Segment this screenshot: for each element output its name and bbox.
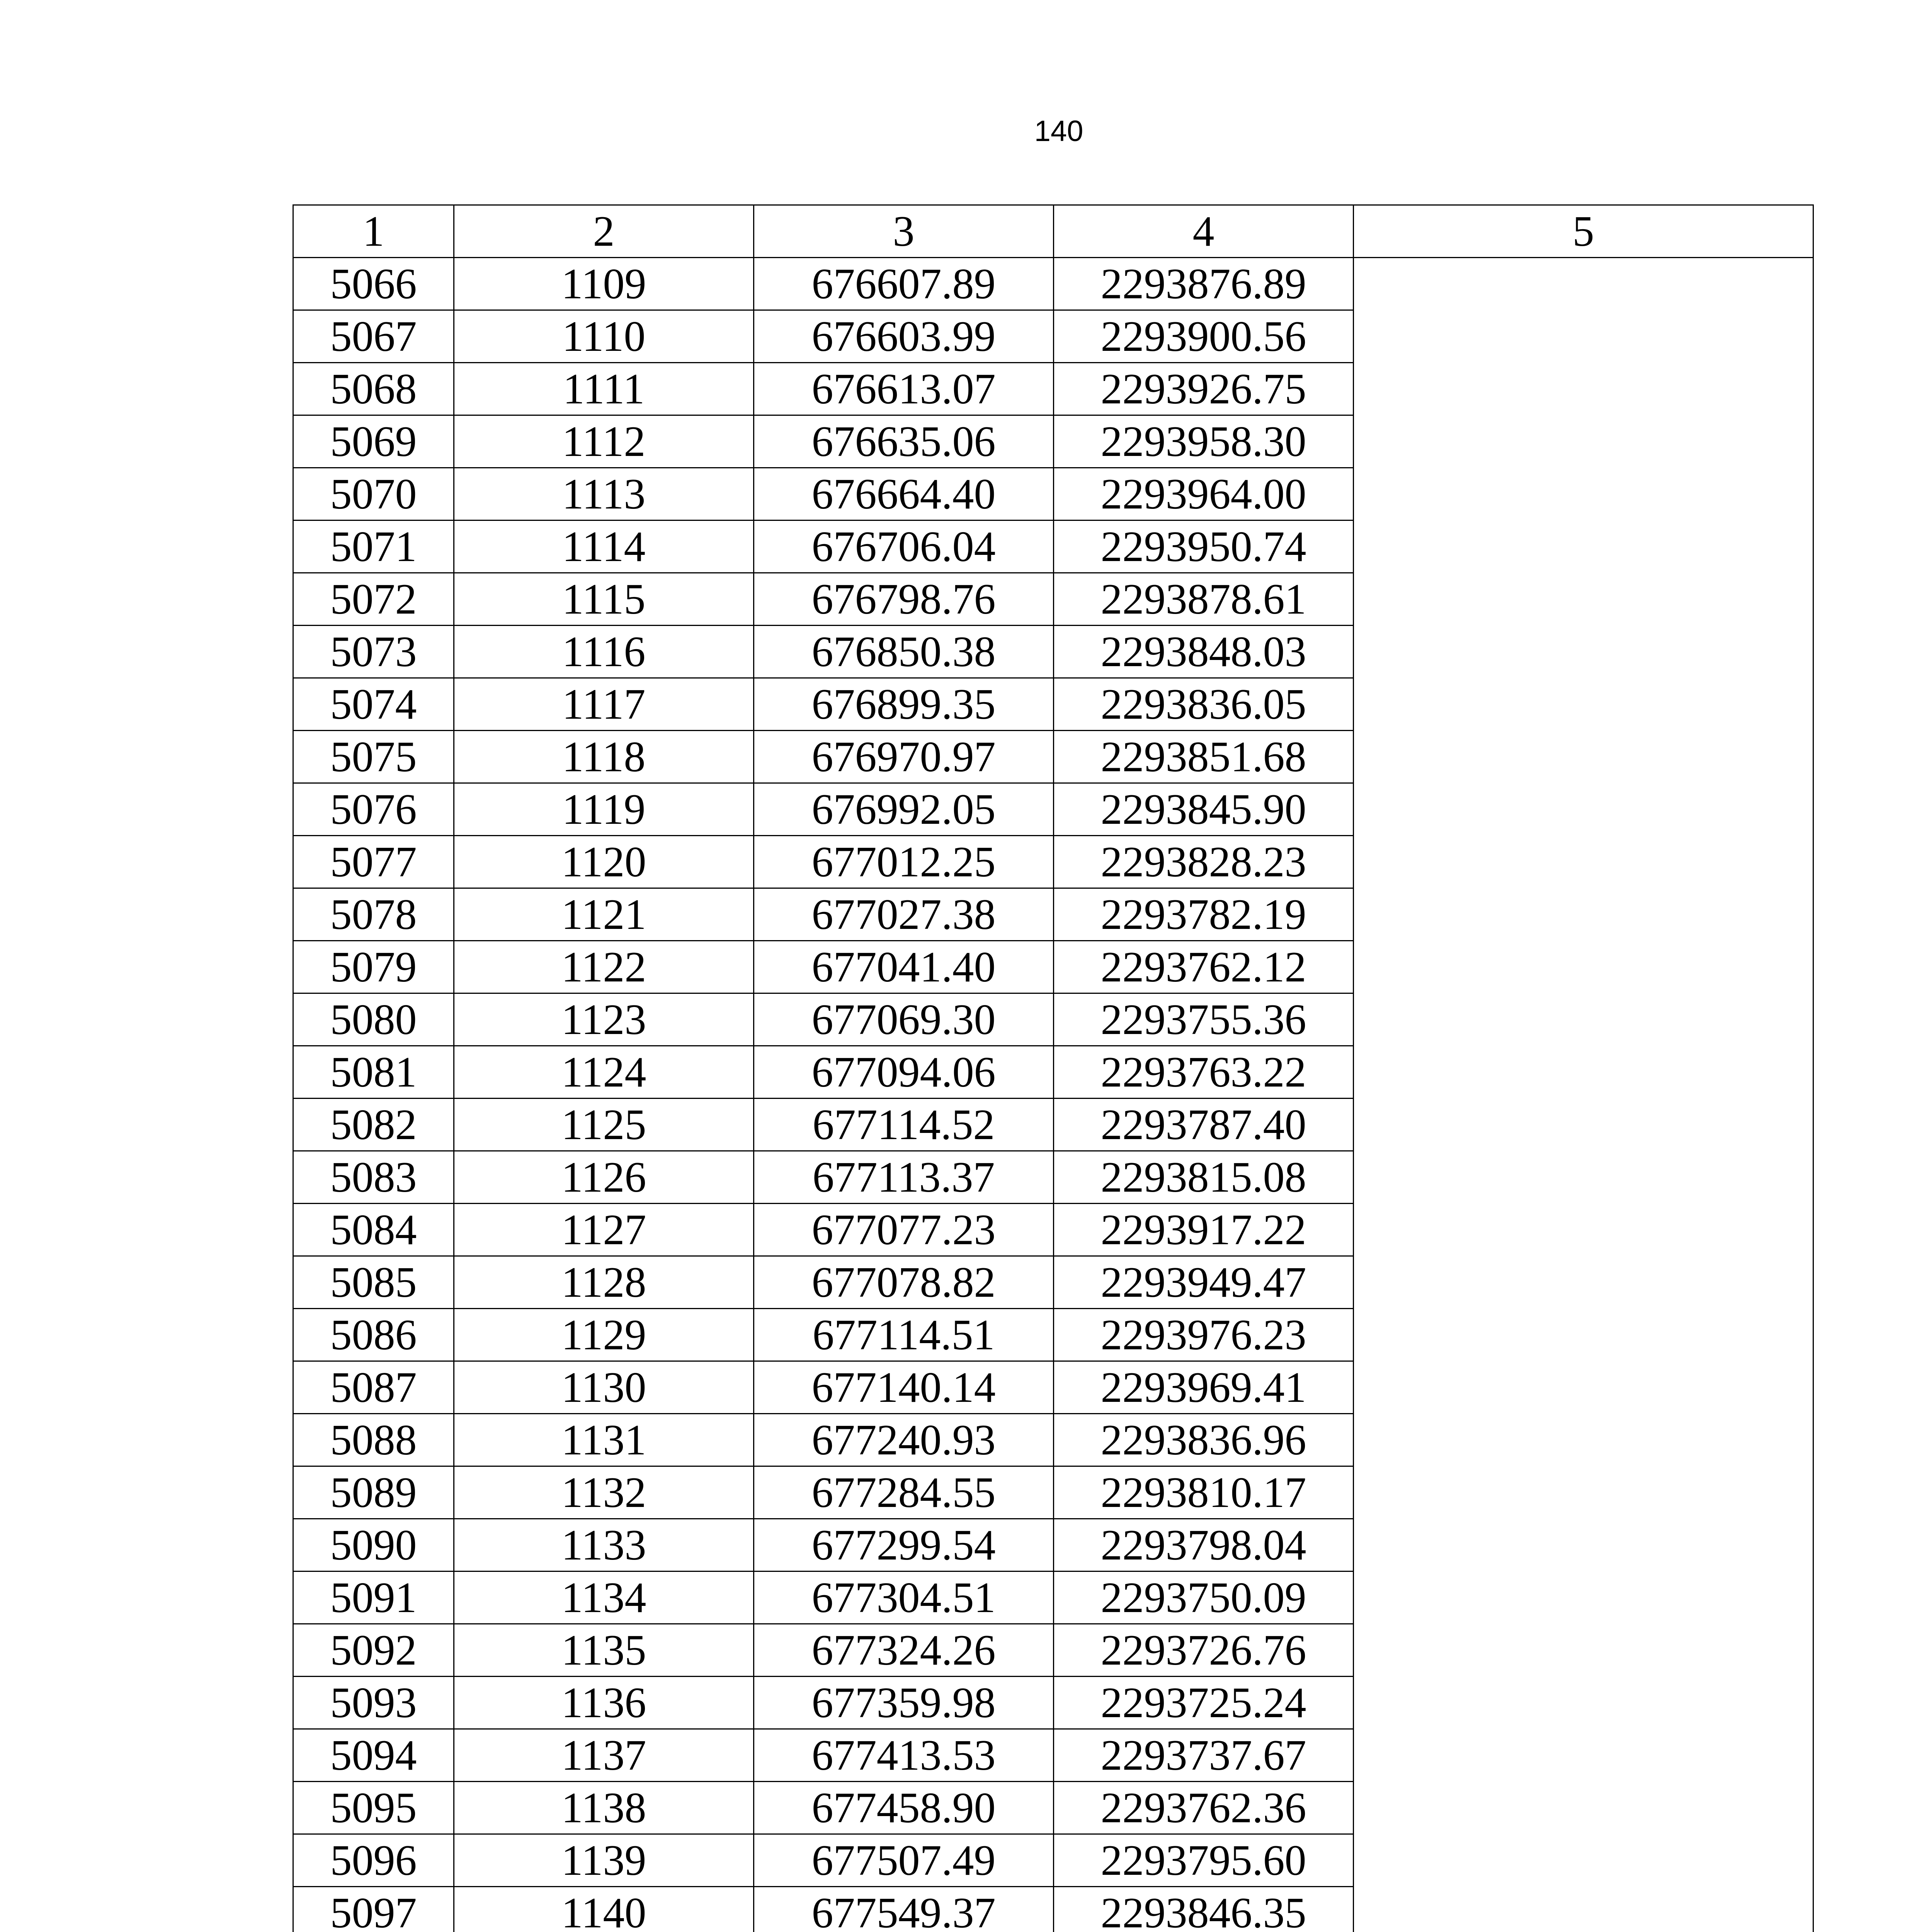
table-cell: 1140 — [454, 1887, 754, 1932]
table-cell: 677299.54 — [754, 1519, 1054, 1571]
table-cell: 1123 — [454, 993, 754, 1046]
table-cell: 1134 — [454, 1571, 754, 1624]
table-cell: 1128 — [454, 1256, 754, 1309]
table-cell: 677284.55 — [754, 1466, 1054, 1519]
table-cell: 1114 — [454, 520, 754, 573]
table-cell: 676706.04 — [754, 520, 1054, 573]
table-cell: 1135 — [454, 1624, 754, 1677]
page-number: 140 — [1034, 115, 1084, 148]
table-cell: 2293795.60 — [1054, 1834, 1354, 1887]
table-cell: 2293798.04 — [1054, 1519, 1354, 1571]
table-cell: 2293851.68 — [1054, 731, 1354, 783]
table-cell: 2293845.90 — [1054, 783, 1354, 836]
table-cell: 1126 — [454, 1151, 754, 1204]
table-cell: 5081 — [293, 1046, 454, 1099]
table-cell: 676607.89 — [754, 258, 1054, 310]
table-cell: 5088 — [293, 1414, 454, 1466]
table-cell: 1113 — [454, 468, 754, 520]
table-cell: 676798.76 — [754, 573, 1054, 626]
table-cell: 1125 — [454, 1099, 754, 1151]
table-cell: 676603.99 — [754, 310, 1054, 363]
table-cell: 1124 — [454, 1046, 754, 1099]
table-cell: 1116 — [454, 626, 754, 678]
table-cell: 1136 — [454, 1677, 754, 1729]
table-cell: 1131 — [454, 1414, 754, 1466]
table-cell: 5094 — [293, 1729, 454, 1782]
table-cell: 5069 — [293, 415, 454, 468]
table-cell: 5090 — [293, 1519, 454, 1571]
table-cell: 2293958.30 — [1054, 415, 1354, 468]
table-cell: 2293750.09 — [1054, 1571, 1354, 1624]
table-cell: 2293755.36 — [1054, 993, 1354, 1046]
table-cell: 2293926.75 — [1054, 363, 1354, 415]
table-cell: 677027.38 — [754, 888, 1054, 941]
column-header: 5 — [1354, 205, 1813, 258]
table-cell: 676899.35 — [754, 678, 1054, 731]
table-cell: 1133 — [454, 1519, 754, 1571]
table-cell: 1120 — [454, 836, 754, 888]
table-cell: 1137 — [454, 1729, 754, 1782]
table-cell: 677140.14 — [754, 1361, 1054, 1414]
table-cell: 2293763.22 — [1054, 1046, 1354, 1099]
column-header: 1 — [293, 205, 454, 258]
table-cell: 1109 — [454, 258, 754, 310]
table-cell: 1130 — [454, 1361, 754, 1414]
table-cell: 1139 — [454, 1834, 754, 1887]
table-cell: 676613.07 — [754, 363, 1054, 415]
column-header: 4 — [1054, 205, 1354, 258]
table-cell: 677304.51 — [754, 1571, 1054, 1624]
table-cell: 5095 — [293, 1782, 454, 1834]
table-cell: 1112 — [454, 415, 754, 468]
table-cell: 5079 — [293, 941, 454, 993]
table-cell: 5082 — [293, 1099, 454, 1151]
table-cell: 5068 — [293, 363, 454, 415]
table-cell: 5085 — [293, 1256, 454, 1309]
table-cell: 5071 — [293, 520, 454, 573]
table-cell: 5072 — [293, 573, 454, 626]
table-cell: 2293950.74 — [1054, 520, 1354, 573]
table-cell: 1122 — [454, 941, 754, 993]
table-cell: 1132 — [454, 1466, 754, 1519]
table-cell: 5075 — [293, 731, 454, 783]
table-cell: 5067 — [293, 310, 454, 363]
table-cell: 2293976.23 — [1054, 1309, 1354, 1361]
table-cell: 2293917.22 — [1054, 1204, 1354, 1256]
table-cell: 2293737.67 — [1054, 1729, 1354, 1782]
table-cell: 5089 — [293, 1466, 454, 1519]
column-5-empty-cell — [1354, 258, 1813, 1932]
table-cell: 677324.26 — [754, 1624, 1054, 1677]
table-cell: 676635.06 — [754, 415, 1054, 468]
table-cell: 2293836.96 — [1054, 1414, 1354, 1466]
table-cell: 677549.37 — [754, 1887, 1054, 1932]
table-cell: 5092 — [293, 1624, 454, 1677]
table-cell: 677012.25 — [754, 836, 1054, 888]
table-cell: 1138 — [454, 1782, 754, 1834]
table-cell: 5093 — [293, 1677, 454, 1729]
table-cell: 1117 — [454, 678, 754, 731]
table-cell: 677114.52 — [754, 1099, 1054, 1151]
table-cell: 5078 — [293, 888, 454, 941]
table-cell: 5087 — [293, 1361, 454, 1414]
table-cell: 2293949.47 — [1054, 1256, 1354, 1309]
table-cell: 5073 — [293, 626, 454, 678]
table-cell: 676850.38 — [754, 626, 1054, 678]
column-header: 2 — [454, 205, 754, 258]
table-cell: 2293762.12 — [1054, 941, 1354, 993]
table-header-row — [293, 205, 1813, 258]
table-cell: 2293787.40 — [1054, 1099, 1354, 1151]
table-cell: 2293964.00 — [1054, 468, 1354, 520]
table-cell: 2293900.56 — [1054, 310, 1354, 363]
table-cell: 677069.30 — [754, 993, 1054, 1046]
table-cell: 676970.97 — [754, 731, 1054, 783]
table-cell: 2293762.36 — [1054, 1782, 1354, 1834]
table-cell: 5066 — [293, 258, 454, 310]
table-cell: 676664.40 — [754, 468, 1054, 520]
table-cell: 5074 — [293, 678, 454, 731]
table-cell: 2293836.05 — [1054, 678, 1354, 731]
table-body — [293, 258, 1813, 1932]
column-header: 3 — [754, 205, 1054, 258]
table-cell: 1115 — [454, 573, 754, 626]
table-cell: 2293828.23 — [1054, 836, 1354, 888]
table-cell: 2293725.24 — [1054, 1677, 1354, 1729]
table-cell: 1118 — [454, 731, 754, 783]
table-cell: 5091 — [293, 1571, 454, 1624]
table-cell: 5077 — [293, 836, 454, 888]
table-cell: 2293782.19 — [1054, 888, 1354, 941]
table-cell: 2293726.76 — [1054, 1624, 1354, 1677]
table-cell: 2293846.35 — [1054, 1887, 1354, 1932]
table-row — [293, 258, 1813, 310]
table-cell: 677078.82 — [754, 1256, 1054, 1309]
table-cell: 5096 — [293, 1834, 454, 1887]
table-cell: 677240.93 — [754, 1414, 1054, 1466]
table-cell: 5084 — [293, 1204, 454, 1256]
table-cell: 2293878.61 — [1054, 573, 1354, 626]
table-cell: 2293969.41 — [1054, 1361, 1354, 1414]
table-cell: 677359.98 — [754, 1677, 1054, 1729]
table-cell: 1111 — [454, 363, 754, 415]
table-cell: 677077.23 — [754, 1204, 1054, 1256]
table-cell: 2293815.08 — [1054, 1151, 1354, 1204]
table-cell: 2293876.89 — [1054, 258, 1354, 310]
table-cell: 1129 — [454, 1309, 754, 1361]
table-cell: 2293810.17 — [1054, 1466, 1354, 1519]
table-cell: 1119 — [454, 783, 754, 836]
table-cell: 677458.90 — [754, 1782, 1054, 1834]
table-cell: 1110 — [454, 310, 754, 363]
table-cell: 5070 — [293, 468, 454, 520]
table-cell: 5083 — [293, 1151, 454, 1204]
table-cell: 1121 — [454, 888, 754, 941]
table-cell: 677113.37 — [754, 1151, 1054, 1204]
table-cell: 676992.05 — [754, 783, 1054, 836]
table-cell: 5080 — [293, 993, 454, 1046]
table-cell: 1127 — [454, 1204, 754, 1256]
table-cell: 5076 — [293, 783, 454, 836]
table-cell: 677094.06 — [754, 1046, 1054, 1099]
table-cell: 677114.51 — [754, 1309, 1054, 1361]
table-cell: 677041.40 — [754, 941, 1054, 993]
table-cell: 5097 — [293, 1887, 454, 1932]
table-cell: 5086 — [293, 1309, 454, 1361]
table-cell: 677413.53 — [754, 1729, 1054, 1782]
table-cell: 677507.49 — [754, 1834, 1054, 1887]
coordinates-table — [293, 204, 1814, 1932]
table-cell: 2293848.03 — [1054, 626, 1354, 678]
